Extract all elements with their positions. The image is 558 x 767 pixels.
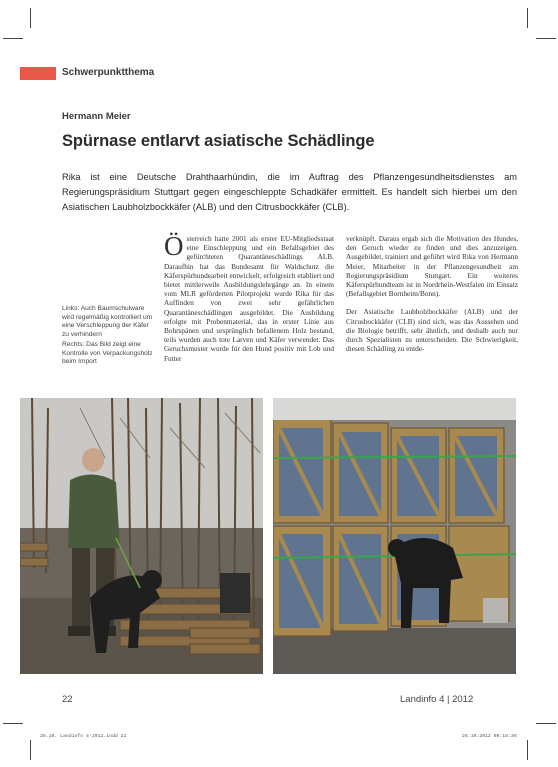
body-column-2: [346, 234, 518, 353]
magazine-issue: Landinfo 4 | 2012: [400, 694, 474, 705]
column-2-paragraph-2: Der Asiatische Laubholzbockkäfer (ALB) und der Citrusbockkäfer (CLB) sind sich, was das Aussehen und die Biologie betrifft, sehr ähnlich, und deshalb auch nur durch Spezialisten zu unterscheiden. Die Schwierigkeit, diesen Schädling zu entde-: [346, 307, 518, 354]
crop-mark: [527, 740, 528, 760]
photo-nursery-inspection: [20, 398, 263, 674]
section-accent-bar: [20, 67, 56, 80]
crop-mark: [3, 723, 23, 724]
photo-packaging-wood-inspection: [273, 398, 516, 674]
crop-mark: [536, 38, 556, 39]
caption-right-photo: Rechts: Das Bild zeigt eine Kontrolle von Verpackungsholz beim Import: [62, 341, 153, 366]
drop-cap: Ö: [164, 231, 184, 261]
print-slug-right: 26.10.2012 09:18:36: [462, 734, 517, 739]
caption-left-photo: Links: Auch Baumschulware wird regelmäßig kontrolliert um eine Verschleppung der Käfer zu verhindern: [62, 305, 153, 338]
crop-mark: [3, 38, 23, 39]
lead-paragraph: Rika ist eine Deutsche Drahthaarhündin, die im Auftrag des Pflanzengesundheitsdienstes am Regierungspräsidium Stuttgart gegen eingeschleppte Schadkäfer ermittelt. Es handelt sich hierbei um den Asiatischen Laubholzbockkäfer (ALB) und den Citrusbockkäfer (CLB).: [62, 172, 517, 212]
author-name: Hermann Meier: [62, 111, 131, 122]
page-number: 22: [62, 694, 73, 705]
section-label: Schwerpunktthema: [62, 67, 155, 78]
crop-mark: [30, 8, 31, 28]
crop-mark: [536, 723, 556, 724]
crop-mark: [30, 740, 31, 760]
column-1-text: sterreich hatte 2001 als erster EU-Mitgliedsstaat eine Einschleppung und ein Befallsgebiet des gefürchteten Quarantäneschädlings ALB. Daraufhin hat das Bundesamt für Waldschutz die Käferspürhundearbeit entwickelt, erfolgreich etabliert und bietet mittlerweile Ausbildungslehrgänge an. In einem vom MLR geförderten Pilotprojekt wurde Rika für das Auffinden von zwei sehr gefährlichen Quarantäneschädlingen ausgebildet. Die Ausbildung erfolgte mit Probenmaterial, das in erster Linie aus Bohrspänen und ursprünglich befallenem Holz bestand, teils wurden auch tote Larven und Käfer verwendet. Das Geruchsmuster wurde für den Hund positiv mit Lob und Futter: [164, 234, 334, 363]
print-slug-left: 26.10. Landinfo 4-2012.indd 21: [40, 734, 127, 739]
crop-mark: [527, 8, 528, 28]
body-column-1: [164, 231, 334, 363]
article-headline: Spürnase entlarvt asiatische Schädlinge: [62, 132, 375, 150]
column-2-paragraph-1: verknüpft. Daraus ergab sich die Motivation des Hundes, den Geruch wieder zu finden und dies anzuzeigen. Ausgebildet, trainiert und geführt wird Rika von Hermann Meier, Mitarbeiter in der Pflanzengesundheit am Regierungspräsidium Stuttgart. Ein weiteres Käferspürhundteam ist in Nordrhein-Westfalen im Einsatz (Befallsgebiet Bornheim/Bonn).: [346, 234, 518, 299]
